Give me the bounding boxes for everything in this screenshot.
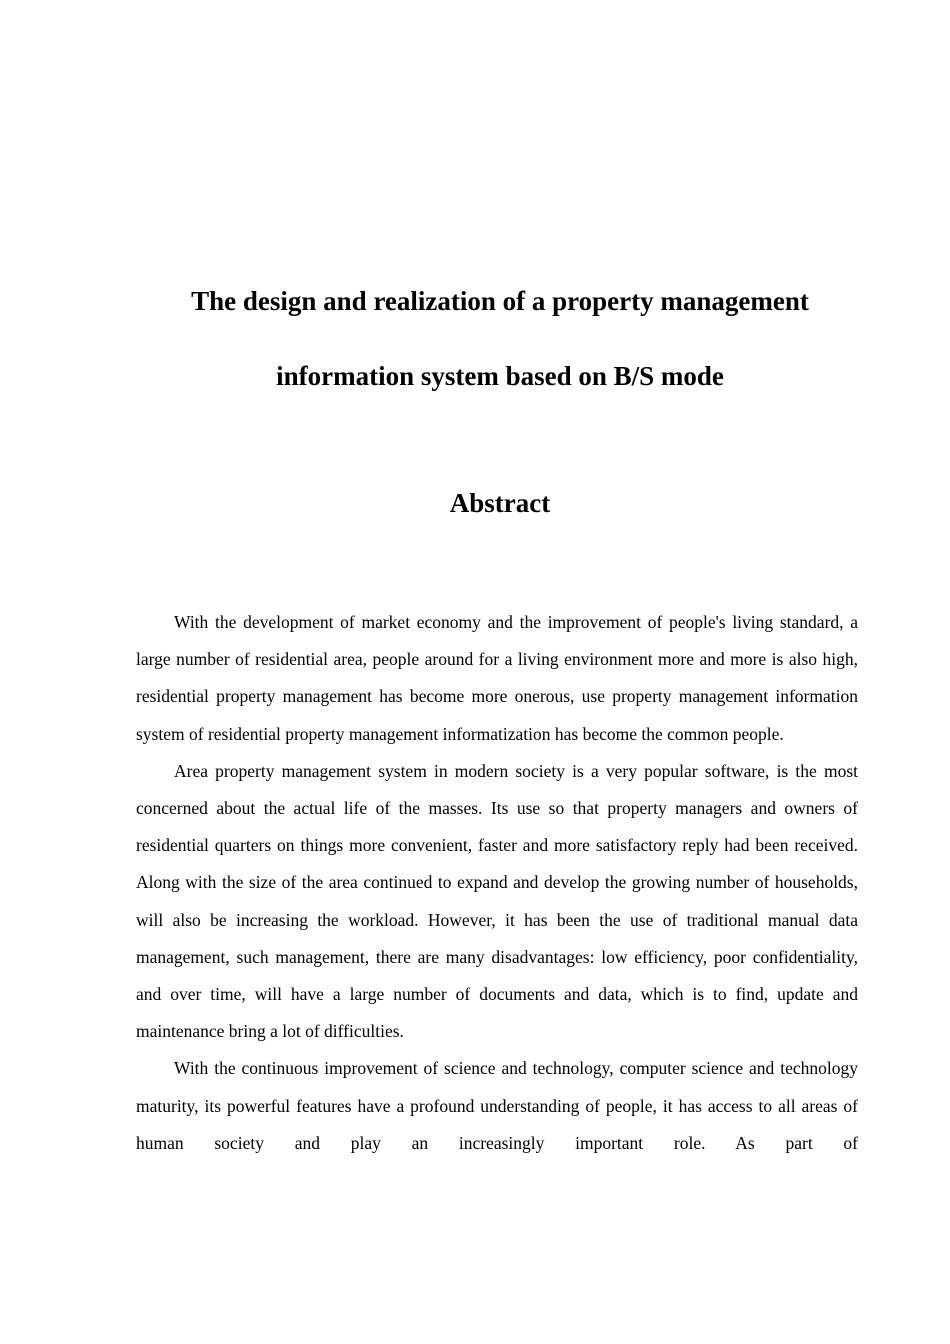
abstract-body bbox=[136, 604, 858, 1162]
abstract-heading: Abstract bbox=[449, 488, 551, 518]
document-title-line-2: information system based on B/S mode bbox=[276, 361, 724, 391]
abstract-paragraph-2: Area property management system in modern society is a very popular software, is the most concerned about the actual life of the masses. Its use so that property managers and owners of residential quarters on things more convenient, faster and more satisfactory reply had been received. Along with the size of the area continued to expand and develop the growing number of households, will also be increasing the workload. However, it has been the use of traditional manual data management, such management, there are many disadvantages: low efficiency, poor confidentiality, and over time, will have a large number of documents and data, which is to find, update and maintenance bring a lot of difficulties. bbox=[136, 760, 858, 1042]
abstract-paragraph-1: With the development of market economy and the improvement of people's living standard, a large number of residential area, people around for a living environment more and more is also high, residential property management has become more onerous, use property management information system of residential property management informatization has become the common people. bbox=[136, 612, 858, 744]
document-title-line-1: The design and realization of a property management bbox=[191, 286, 809, 316]
abstract-paragraph-3: With the continuous improvement of science and technology, computer science and technology maturity, its powerful features have a profound understanding of people, it has access to all areas of human society and play an increasingly important role. As part of bbox=[136, 1058, 858, 1153]
